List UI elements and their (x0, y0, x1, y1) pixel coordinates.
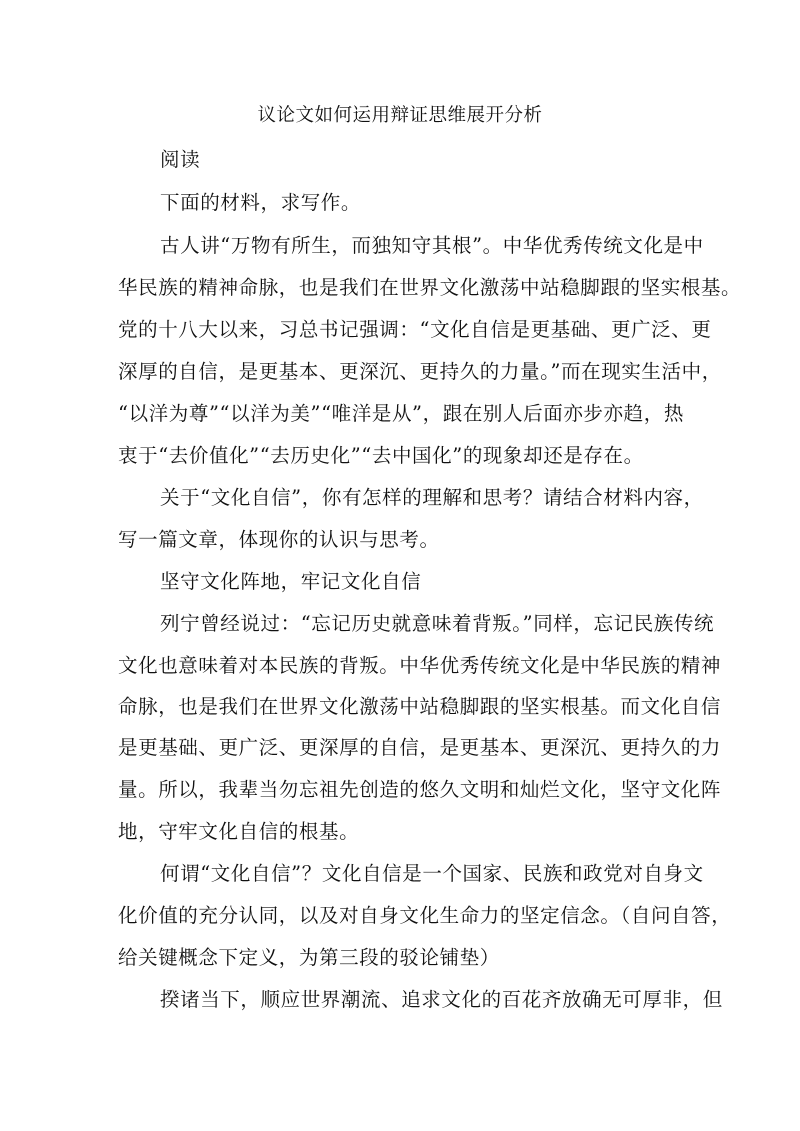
paragraph-line-18: 何谓“文化自信”？文化自信是一个国家、民族和政党对自身文 (160, 862, 704, 885)
paragraph-line-2: 下面的材料，求写作。 (160, 191, 362, 214)
paragraph-line-17: 地，守牢文化自信的根基。 (118, 820, 360, 843)
paragraph-line-8: 衷于“去价值化”“去历史化”“去中国化”的现象却还是存在。 (118, 444, 644, 467)
paragraph-line-13: 文化也意味着对本民族的背叛。中华优秀传统文化是中华民族的精神 (118, 654, 722, 677)
paragraph-line-9: 关于“文化自信”，你有怎样的理解和思考？请结合材料内容， (160, 486, 704, 509)
paragraph-line-6: 深厚的自信，是更基本、更深沉、更持久的力量。”而在现实生活中， (118, 360, 722, 383)
paragraph-line-14: 命脉，也是我们在世界文化激荡中站稳脚跟的坚实根基。而文化自信 (118, 695, 722, 718)
paragraph-line-1: 阅读 (160, 148, 201, 171)
paragraph-line-7: “以洋为尊”“以洋为美”“唯洋是从”，跟在别人后面亦步亦趋，热 (118, 402, 684, 425)
paragraph-line-16: 量。所以，我辈当勿忘祖先创造的悠久文明和灿烂文化，坚守文化阵 (118, 778, 722, 801)
paragraph-line-19: 化价值的充分认同，以及对自身文化生命力的坚定信念。（自问自答， (118, 904, 732, 927)
paragraph-line-21: 揆诸当下，顺应世界潮流、追求文化的百花齐放确无可厚非，但 (160, 988, 723, 1011)
paragraph-line-12: 列宁曾经说过：“忘记历史就意味着背叛。”同样，忘记民族传统 (160, 612, 715, 635)
paragraph-line-4: 华民族的精神命脉，也是我们在世界文化激荡中站稳脚跟的坚实根基。 (118, 276, 742, 299)
paragraph-line-5: 党的十八大以来，习总书记强调：“文化自信是更基础、更广泛、更 (118, 318, 712, 341)
document-title: 议论文如何运用辩证思维展开分析 (257, 105, 543, 126)
paragraph-line-20: 给关键概念下定义，为第三段的驳论铺垫） (118, 946, 500, 969)
paragraph-line-3: 古人讲“万物有所生，而独知守其根”。中华优秀传统文化是中 (160, 234, 704, 257)
paragraph-line-10: 写一篇文章，体现你的认识与思考。 (118, 528, 440, 551)
essay-heading: 坚守文化阵地，牢记文化自信 (160, 570, 422, 593)
paragraph-line-15: 是更基础、更广泛、更深厚的自信，是更基本、更深沉、更持久的力 (118, 736, 722, 759)
